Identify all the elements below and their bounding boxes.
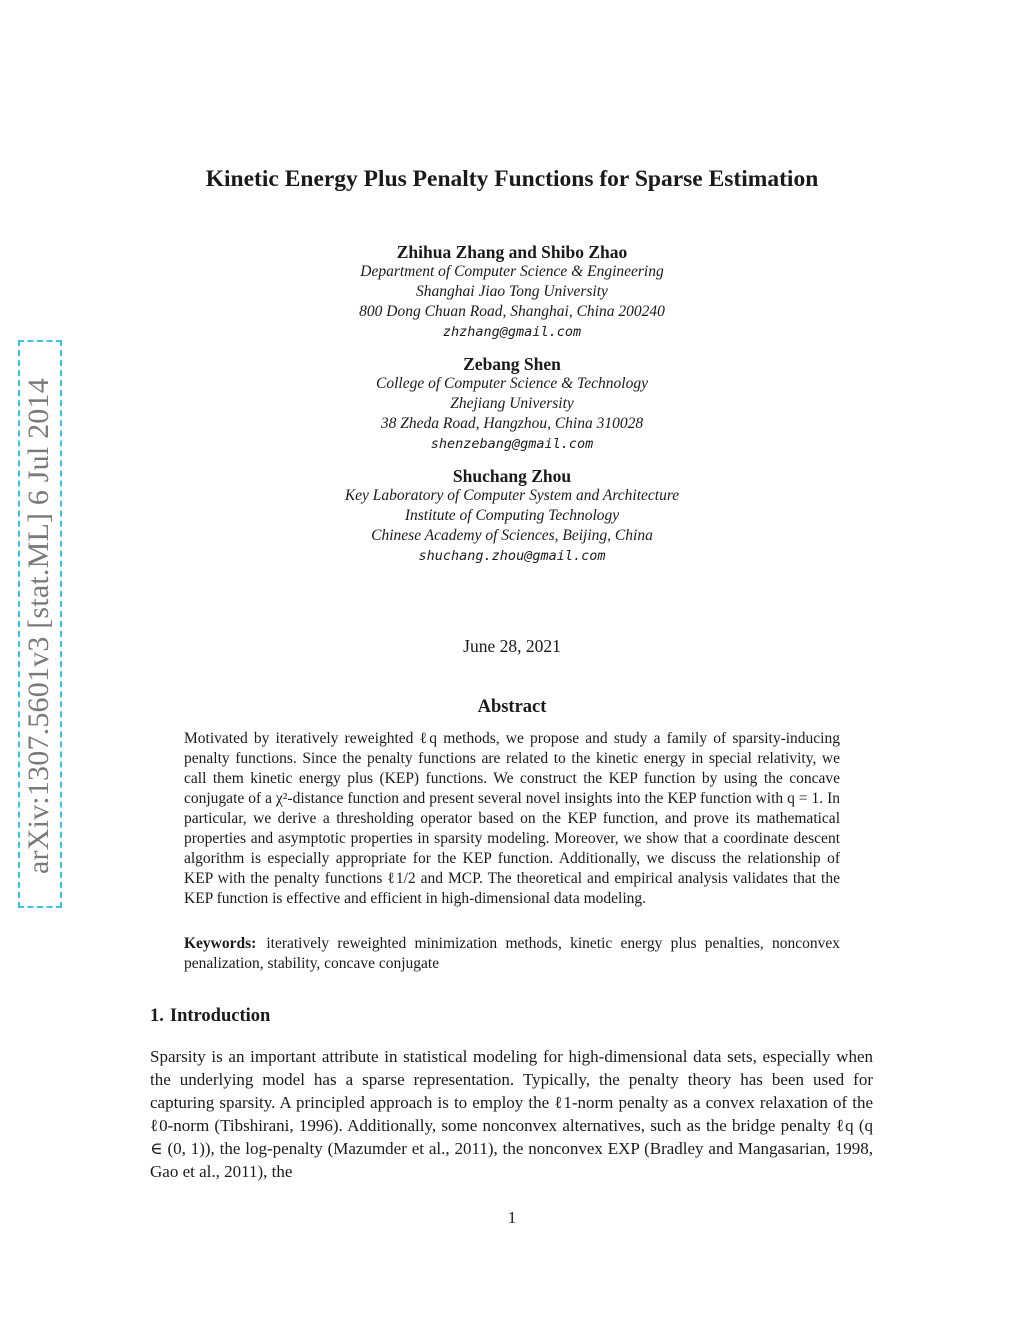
author-name: Zhihua Zhang and Shibo Zhao (396, 242, 628, 262)
author-affiliation-line: 38 Zheda Road, Hangzhou, China 310028 (380, 415, 644, 432)
author-email: shenzebang@gmail.com (430, 436, 594, 452)
author-name: Shuchang Zhou (452, 466, 572, 486)
abstract-heading: Abstract (477, 697, 547, 717)
author-affiliation-line: Zhejiang University (450, 395, 574, 412)
author-block-1 (0, 242, 1024, 343)
paper-date: June 28, 2021 (463, 636, 561, 656)
page-number: 1 (507, 1208, 517, 1227)
section-title: Introduction (169, 1006, 271, 1026)
author-block-2 (0, 354, 1024, 455)
author-block-3 (0, 466, 1024, 567)
introduction-text: Sparsity is an important attribute in statistical modeling for high-dimensional data sets, especially when the underlying model has a sparse representation. Typically, the penalty theory has been used for capturing sparsity. A principled approach is to employ the ℓ1-norm penalty as a convex relaxation of the ℓ0-norm (Tibshirani, 1996). Additionally, some nonconvex alternatives, such as the bridge penalty ℓq (q ∈ (0, 1)), the log-penalty (Mazumder et al., 2011), the nonconvex EXP (Bradley and Mangasarian, 1998, Gao et al., 2011), the (150, 1047, 873, 1181)
author-name: Zebang Shen (463, 354, 561, 374)
section-number: 1. (150, 1006, 164, 1026)
abstract-text: Motivated by iteratively reweighted ℓq methods, we propose and study a family of sparsity-inducing penalty functions. Since the penalty functions are related to the kinetic energy in special relativity, we call them kinetic energy plus (KEP) functions. We construct the KEP function by using the concave conjugate of a χ²-distance function and present several novel insights into the KEP function with q = 1. In particular, we derive a thresholding operator based on the KEP function, and prove its mathematical properties and asymptotic properties in sparsity modeling. Moreover, we show that a coordinate descent algorithm is especially appropriate for the KEP function. Additionally, we discuss the relationship of KEP with the penalty functions ℓ1/2 and MCP. The theoretical and empirical analysis validates that the KEP function is effective and efficient in high-dimensional data modeling. (184, 730, 840, 907)
author-email: shuchang.zhou@gmail.com (418, 548, 606, 564)
paper-title: Kinetic Energy Plus Penalty Functions for Sparse Estimation (205, 166, 819, 192)
author-affiliation-line: Department of Computer Science & Engineering (360, 263, 664, 280)
keywords (184, 934, 840, 974)
author-affiliation-line: Institute of Computing Technology (404, 507, 620, 524)
arxiv-stamp-text: arXiv:1307.5601v3 [stat.ML] 6 Jul 2014 (22, 378, 55, 874)
author-email: zhzhang@gmail.com (442, 324, 582, 340)
keywords-label: Keywords: (184, 935, 257, 952)
author-affiliation-line: College of Computer Science & Technology (376, 375, 648, 392)
author-affiliation-line: Shanghai Jiao Tong University (416, 283, 608, 300)
section-heading-introduction (150, 1006, 270, 1027)
author-affiliation-line: 800 Dong Chuan Road, Shanghai, China 200240 (359, 303, 665, 320)
author-affiliation-line: Chinese Academy of Sciences, Beijing, China (371, 527, 653, 544)
keywords-text: iteratively reweighted minimization methods, kinetic energy plus penalties, nonconvex penalization, stability, concave conjugate (184, 935, 840, 972)
author-affiliation-line: Key Laboratory of Computer System and Architecture (344, 487, 680, 504)
